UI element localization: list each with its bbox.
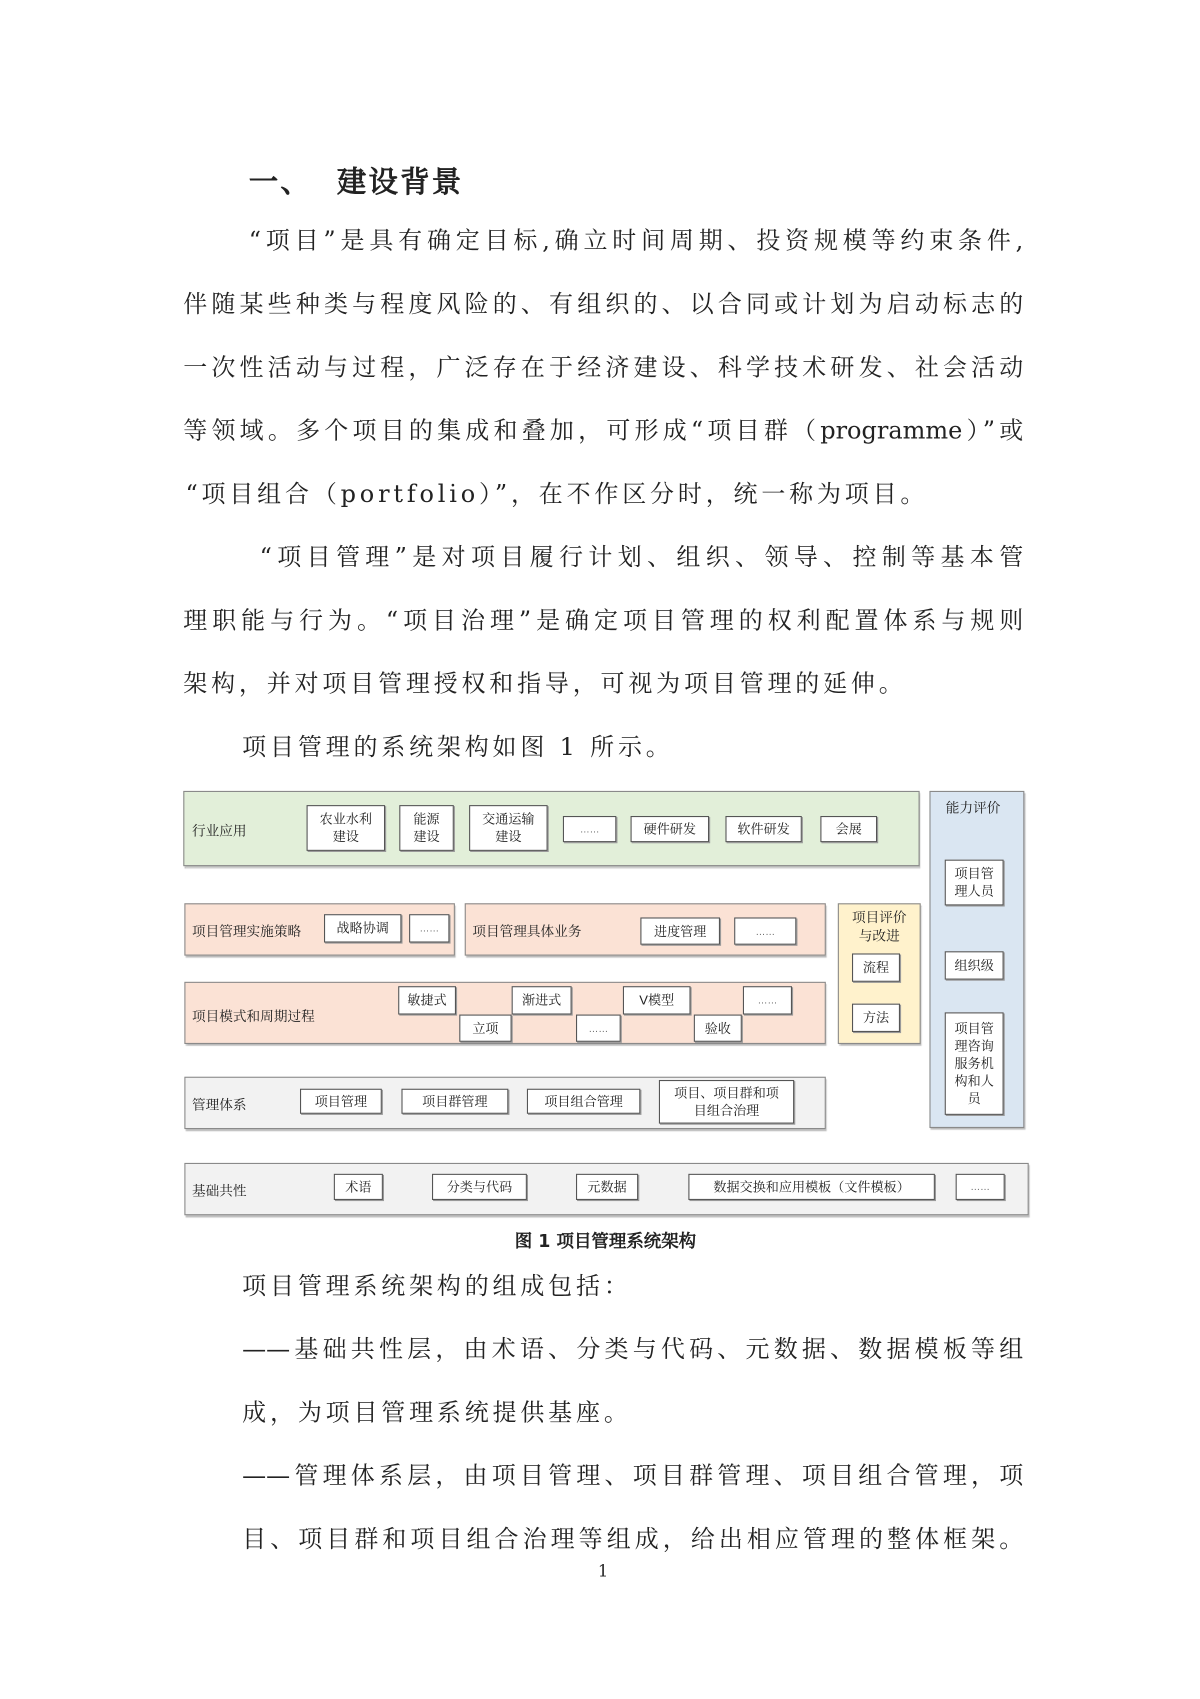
diagram-box: 项目、项目群和项目组合治理	[659, 1080, 794, 1124]
diagram-box: ……	[734, 917, 796, 944]
diagram-box: 分类与代码	[432, 1174, 527, 1200]
lifecycle-label: 项目模式和周期过程	[191, 1009, 315, 1025]
diagram-box: ……	[576, 1015, 621, 1042]
paragraph-line: ——基础共性层，由术语、分类与代码、元数据、数据模板等组	[242, 1336, 1024, 1364]
paragraph-line: 目、项目群和项目组合治理等组成，给出相应管理的整体框架。	[242, 1526, 1024, 1554]
diagram-box: ……	[956, 1174, 1005, 1200]
paragraph-line: 一次性活动与过程，广泛存在于经济建设、科学技术研发、社会活动	[183, 354, 1024, 382]
paragraph-line: 等领域。多个项目的集成和叠加，可形成“项目群（programme）”或	[183, 417, 1024, 446]
diagram-box: 组织级	[945, 951, 1004, 979]
diagram-box: 农业水利建设	[307, 805, 386, 851]
diagram-box: 立项	[459, 1015, 511, 1042]
diagram-box: 能源建设	[399, 805, 454, 851]
paragraph-line: “项目管理”是对项目履行计划、组织、领导、控制等基本管	[259, 544, 1024, 572]
diagram-box: ……	[409, 914, 449, 942]
diagram-box: ……	[563, 816, 616, 842]
management-label: 管理体系	[191, 1097, 247, 1113]
diagram-box: 敏捷式	[398, 986, 456, 1014]
diagram-box: 进度管理	[640, 917, 720, 944]
diagram-box: 项目组合管理	[527, 1089, 640, 1114]
paragraph-line: 项目管理的系统架构如图 1 所示。	[242, 734, 674, 762]
diagram-box: 渐进式	[512, 986, 572, 1014]
paragraph-line: ——管理体系层，由项目管理、项目群管理、项目组合管理，项	[242, 1462, 1024, 1491]
diagram-box: 方法	[852, 1004, 900, 1032]
diagram-box: 流程	[852, 953, 900, 981]
diagram-box: 数据交换和应用模板（文件模板）	[688, 1174, 935, 1200]
paragraph-line: 伴随某些种类与程度风险的、有组织的、以合同或计划为启动标志的	[183, 291, 1024, 319]
diagram-box: 会展	[820, 816, 877, 842]
diagram-box: V模型	[623, 986, 691, 1014]
strategy-label: 项目管理实施策略	[191, 923, 302, 940]
section-heading: 一、 建设背景	[248, 165, 464, 200]
industry-label: 行业应用	[191, 823, 247, 839]
diagram-box: 元数据	[576, 1174, 638, 1200]
diagram-box: 战略协调	[324, 914, 401, 942]
diagram-box: 交通运输建设	[469, 805, 548, 851]
capability-label: 能力评价	[945, 800, 1001, 816]
foundation-label: 基础共性	[191, 1183, 247, 1199]
paragraph-line: 理职能与行为。“项目治理”是确定项目管理的权利配置体系与规则	[183, 607, 1024, 635]
paragraph-line: “项目组合（portfolio）”，在不作区分时，统一称为项目。	[185, 481, 929, 509]
diagram-box: ……	[743, 986, 792, 1014]
figure-caption: 图 1 项目管理系统架构	[514, 1230, 697, 1252]
diagram-box: 硬件研发	[631, 816, 710, 842]
diagram-box: 项目管理咨询服务机构和人员	[945, 1012, 1004, 1115]
evaluation-label: 项目评价与改进	[851, 909, 907, 944]
business-label: 项目管理具体业务	[472, 923, 582, 940]
paragraph-line: 成，为项目管理系统提供基座。	[242, 1399, 632, 1427]
paragraph-line: 项目管理系统架构的组成包括：	[242, 1273, 632, 1301]
diagram-box: 项目管理人员	[945, 860, 1004, 906]
diagram-box: 验收	[694, 1015, 742, 1042]
page-number: 1	[597, 1561, 609, 1581]
diagram-box: 术语	[334, 1174, 383, 1200]
paragraph-line: “项目”是具有确定目标,确立时间周期、投资规模等约束条件,	[248, 227, 1024, 256]
diagram-box: 项目群管理	[401, 1089, 508, 1114]
diagram-box: 软件研发	[725, 816, 801, 842]
paragraph-line: 架构，并对项目管理授权和指导，可视为项目管理的延伸。	[183, 670, 907, 699]
diagram-box: 项目管理	[300, 1089, 382, 1114]
industry-layer	[183, 791, 919, 866]
